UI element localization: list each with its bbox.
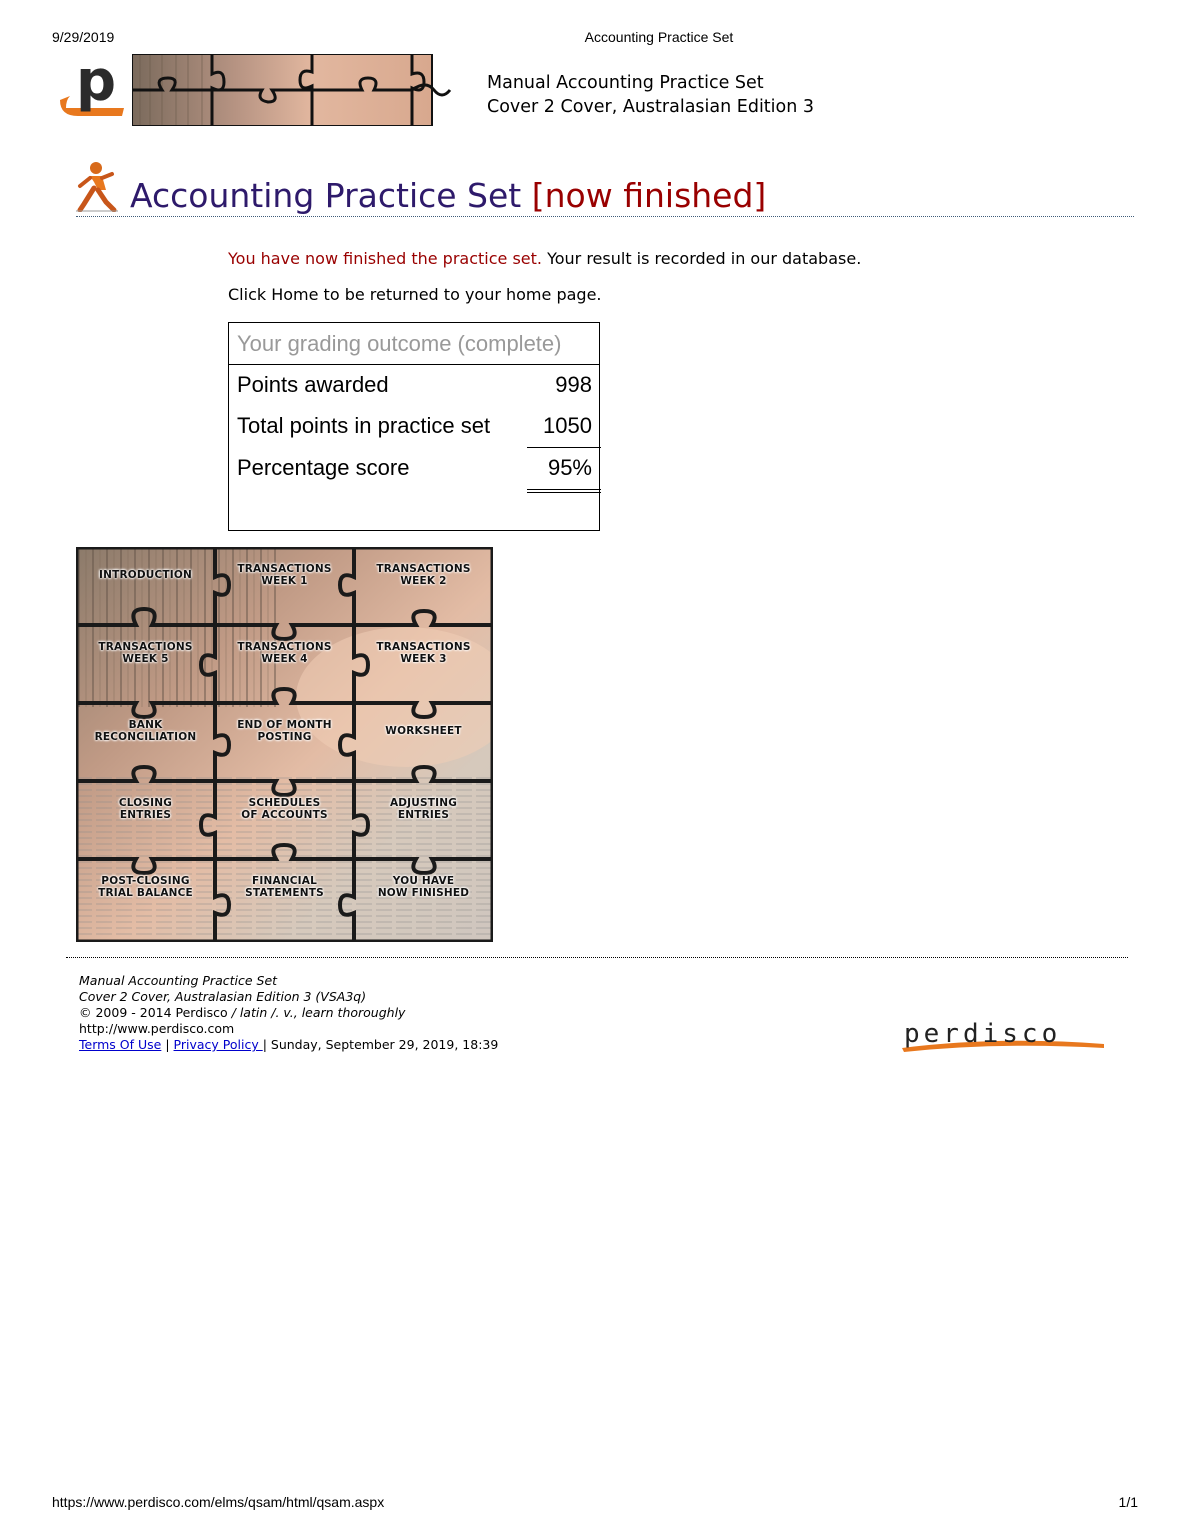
puzzle-piece-label-line: POSTING xyxy=(257,731,312,743)
perdisco-logo[interactable] xyxy=(898,1018,1108,1058)
finished-message-highlight: You have now finished the practice set. xyxy=(228,249,542,268)
print-url: https://www.perdisco.com/elms/qsam/html/qsam.aspx xyxy=(52,1494,385,1510)
puzzle-piece-label xyxy=(354,563,493,587)
footer-divider xyxy=(66,957,1128,958)
print-date: 9/29/2019 xyxy=(52,29,115,45)
percentage-double-underline-top xyxy=(527,489,601,490)
puzzle-piece-label xyxy=(76,797,215,821)
puzzle-piece-label-line: WEEK 4 xyxy=(261,653,308,665)
privacy-policy-link[interactable]: Privacy Policy xyxy=(173,1037,263,1052)
puzzle-piece-label-line: ADJUSTING xyxy=(389,797,458,809)
puzzle-piece-label-line: ENTRIES xyxy=(397,809,450,821)
puzzle-piece-label-line: WEEK 2 xyxy=(400,575,447,587)
footer-line-1: Manual Accounting Practice Set xyxy=(79,973,278,988)
puzzle-piece-label-line: STATEMENTS xyxy=(245,887,324,899)
puzzle-piece-label-line: POST-CLOSING xyxy=(101,875,190,887)
total-points-row xyxy=(229,408,599,440)
puzzle-piece-label xyxy=(215,641,354,665)
puzzle-piece-label xyxy=(76,569,215,581)
puzzle-labels xyxy=(76,547,493,942)
puzzle-piece-label-line: SCHEDULES xyxy=(248,797,321,809)
puzzle-piece-label-line: TRANSACTIONS xyxy=(98,641,193,653)
grading-outcome-box xyxy=(228,322,600,531)
header-line-1: Manual Accounting Practice Set xyxy=(487,73,764,93)
runner-figure-icon xyxy=(76,160,118,212)
puzzle-piece-label-line: WEEK 5 xyxy=(122,653,169,665)
total-points-value: 1050 xyxy=(543,413,592,438)
footer-timestamp: Sunday, September 29, 2019, 18:39 xyxy=(270,1037,499,1052)
puzzle-piece-label xyxy=(354,641,493,665)
header-text xyxy=(487,71,814,119)
puzzle-piece-label-line: OF ACCOUNTS xyxy=(241,809,328,821)
puzzle-piece-label xyxy=(354,797,493,821)
recorded-message: Your result is recorded in our database. xyxy=(542,249,862,268)
page-title-main: Accounting Practice Set xyxy=(130,176,522,215)
total-underline xyxy=(527,447,601,448)
puzzle-piece-label-line: WORKSHEET xyxy=(385,725,462,737)
puzzle-piece-label-line: BANK xyxy=(128,719,163,731)
print-title: Accounting Practice Set xyxy=(584,29,734,45)
puzzle-piece-label xyxy=(215,719,354,743)
puzzle-piece-label xyxy=(76,719,215,743)
page-title xyxy=(130,176,766,215)
puzzle-piece-label-line: TRANSACTIONS xyxy=(376,641,471,653)
print-page-number: 1/1 xyxy=(1118,1494,1138,1510)
puzzle-piece-label-line: END OF MONTH xyxy=(237,719,332,731)
grading-divider xyxy=(229,364,599,365)
finished-message xyxy=(228,249,861,268)
puzzle-piece-label-line: NOW FINISHED xyxy=(377,887,470,899)
puzzle-piece-label-line: TRANSACTIONS xyxy=(237,641,332,653)
heading-divider xyxy=(76,216,1134,217)
page-title-status: [now finished] xyxy=(531,176,767,215)
perdisco-logo-text: perdisco xyxy=(904,1019,1062,1049)
points-awarded-row xyxy=(229,367,599,399)
footer-line-2: Cover 2 Cover, Australasian Edition 3 (VSA3q) xyxy=(79,989,367,1004)
puzzle-piece-label-line: INTRODUCTION xyxy=(99,569,192,581)
puzzle-piece-label-line: CLOSING xyxy=(118,797,173,809)
percentage-score-row xyxy=(229,450,599,482)
puzzle-piece-label xyxy=(76,641,215,665)
home-instruction: Click Home to be returned to your home page. xyxy=(228,285,602,304)
puzzle-piece-label-line: FINANCIAL xyxy=(251,875,317,887)
puzzle-piece-label xyxy=(215,875,354,899)
footer-site: http://www.perdisco.com xyxy=(79,1021,235,1036)
puzzle-piece-label-line: TRANSACTIONS xyxy=(376,563,471,575)
perdisco-p-logo[interactable] xyxy=(58,56,128,122)
puzzle-piece-label-line: WEEK 3 xyxy=(400,653,447,665)
total-points-label: Total points in practice set xyxy=(237,413,491,438)
footer-links xyxy=(79,1037,498,1053)
puzzle-piece-label-line: RECONCILIATION xyxy=(94,731,197,743)
footer xyxy=(79,973,498,1053)
puzzle-piece-label xyxy=(354,725,493,737)
banner-puzzle-image xyxy=(132,54,452,126)
puzzle-piece-label xyxy=(215,797,354,821)
puzzle-piece-label-line: ENTRIES xyxy=(119,809,172,821)
header-line-2: Cover 2 Cover, Australasian Edition 3 xyxy=(487,97,815,117)
copyright-text: © 2009 - 2014 Perdisco xyxy=(79,1005,228,1020)
percentage-score-label: Percentage score xyxy=(237,455,410,480)
footer-copyright xyxy=(79,1005,498,1021)
puzzle-piece-label xyxy=(76,875,215,899)
footer-sep-1: | xyxy=(161,1037,174,1052)
puzzle-piece-label xyxy=(215,563,354,587)
percentage-double-underline-bottom xyxy=(527,492,601,493)
grading-title: Your grading outcome (complete) xyxy=(237,331,562,356)
puzzle-piece-label-line: TRANSACTIONS xyxy=(237,563,332,575)
points-awarded-value: 998 xyxy=(555,372,592,397)
footer-sep-2: | xyxy=(262,1037,271,1052)
puzzle-piece-label-line: YOU HAVE xyxy=(392,875,455,887)
terms-of-use-link[interactable]: Terms Of Use xyxy=(79,1037,162,1052)
puzzle-piece-label-line: WEEK 1 xyxy=(261,575,308,587)
logo-letter: p xyxy=(76,56,117,114)
puzzle-piece-label-line: TRIAL BALANCE xyxy=(98,887,193,899)
percentage-score-value: 95% xyxy=(547,455,592,480)
points-awarded-label: Points awarded xyxy=(237,372,389,397)
latin-tagline: / latin /. v., learn thoroughly xyxy=(227,1005,406,1020)
puzzle-piece-label xyxy=(354,875,493,899)
